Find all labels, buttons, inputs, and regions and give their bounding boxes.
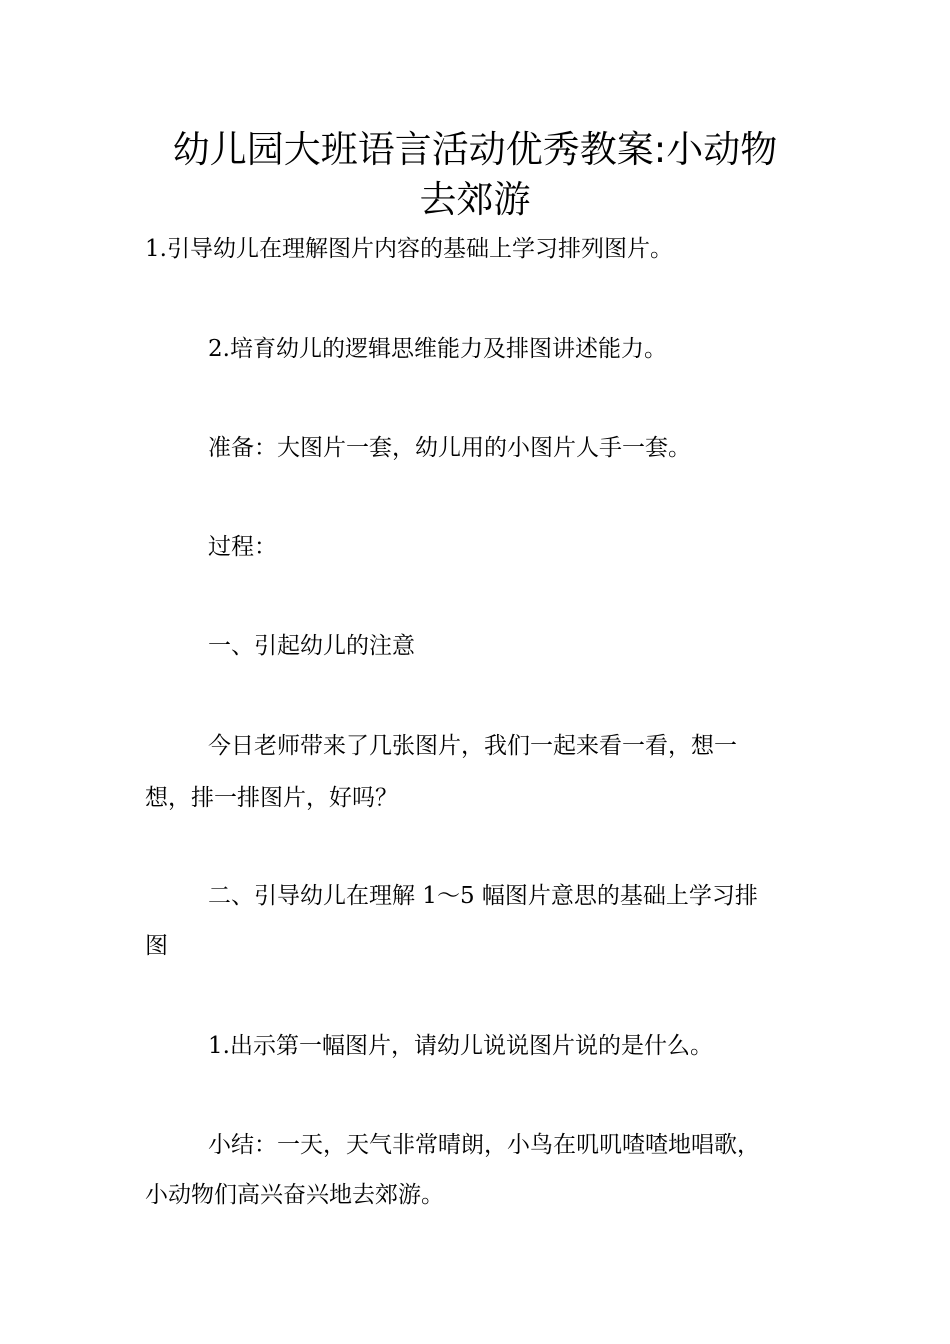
summary-line-1: 小结：一天，天气非常晴朗，小鸟在叽叽喳喳地唱歌，	[208, 1132, 760, 1158]
document-title-line-2: 去郊游	[419, 178, 531, 221]
process-heading: 过程：	[208, 534, 277, 560]
step-1-heading: 一、引起幼儿的注意	[208, 633, 415, 659]
goal-1-text: 1.引导幼儿在理解图片内容的基础上学习排列图片。	[145, 236, 673, 262]
intro-paragraph-line-1: 今日老师带来了几张图片，我们一起来看一看，想一	[208, 733, 737, 759]
substep-1-text: 1.出示第一幅图片，请幼儿说说图片说的是什么。	[208, 1033, 713, 1059]
summary-line-2: 小动物们高兴奋兴地去郊游。	[145, 1182, 444, 1208]
goal-2-text: 2.培育幼儿的逻辑思维能力及排图讲述能力。	[208, 336, 667, 362]
step-2-heading-line-2: 图	[145, 933, 168, 959]
preparation-text: 准备：大图片一套，幼儿用的小图片人手一套。	[208, 435, 691, 461]
document-title-line-1: 幼儿园大班语言活动优秀教案:小动物	[172, 128, 778, 171]
intro-paragraph-line-2: 想，排一排图片，好吗？	[145, 785, 398, 811]
step-2-heading-line-1: 二、引导幼儿在理解 1～5 幅图片意思的基础上学习排	[208, 883, 758, 909]
